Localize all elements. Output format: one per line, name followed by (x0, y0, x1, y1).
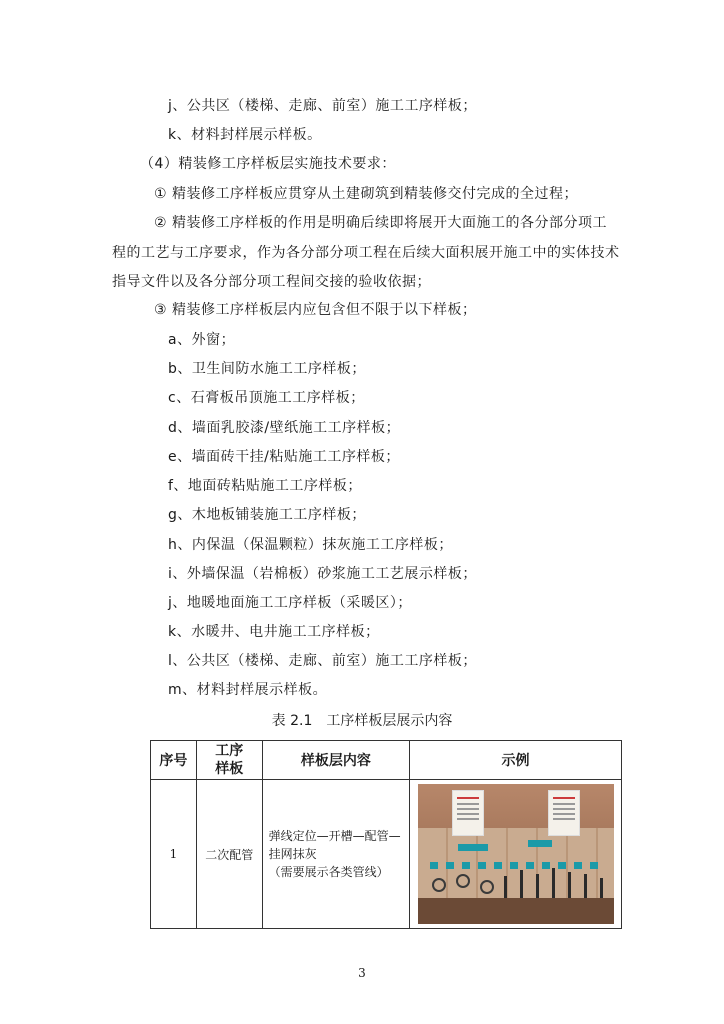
process-table (150, 740, 622, 929)
text-line: j、公共区（楼梯、走廊、前室）施工工序样板； (168, 98, 477, 114)
list-item: h、内保温（保温颗粒）抹灰施工工序样板； (168, 537, 453, 553)
photo-label (558, 862, 566, 869)
list-item: b、卫生间防水施工工序样板； (168, 361, 366, 377)
photo-label (458, 844, 488, 851)
photo-label (478, 862, 486, 869)
table-caption: 表 2.1 工序样板层展示内容 (271, 713, 453, 729)
photo-label (446, 862, 454, 869)
photo-label (494, 862, 502, 869)
photo-label (430, 862, 438, 869)
list-item: l、公共区（楼梯、走廊、前室）施工工序样板； (168, 653, 477, 669)
cell-content (262, 780, 409, 929)
photo-conduit-coil (456, 874, 470, 888)
list-item: e、墙面砖干挂/粘贴施工工序样板； (168, 449, 400, 465)
cell-example (410, 780, 622, 929)
text-line: ① 精装修工序样板应贯穿从土建砌筑到精装修交付完成的全过程； (154, 186, 578, 202)
photo-label (462, 862, 470, 869)
photo-conduit-coil (432, 878, 446, 892)
photo-label (528, 840, 552, 847)
photo-label (526, 862, 534, 869)
photo-conduit-coil (480, 880, 494, 894)
photo-poster (548, 790, 580, 836)
header-no: 序号 (151, 741, 197, 780)
list-item: c、石膏板吊顶施工工序样板； (168, 390, 365, 406)
table-header-row (151, 741, 622, 780)
text-line: ② 精装修工序样板的作用是明确后续即将展开大面施工的各分部分项工 (154, 215, 607, 231)
header-process (196, 741, 262, 780)
list-item: j、地暖地面施工工序样板（采暖区）； (168, 595, 412, 611)
text-line: 程的工艺与工序要求，作为各分部分项工程在后续大面积展开施工中的实体技术 (112, 245, 620, 261)
section-heading: （4）精装修工序样板层实施技术要求： (140, 156, 396, 172)
photo-label (574, 862, 582, 869)
photo-poster (452, 790, 484, 836)
content-line: （需要展示各类管线） (268, 865, 389, 879)
photo-label (590, 862, 598, 869)
table-row (151, 780, 622, 929)
header-content: 样板层内容 (262, 741, 409, 780)
photo-label (542, 862, 550, 869)
list-item: k、水暖井、电井施工工序样板； (168, 624, 380, 640)
cell-process: 二次配管 (196, 780, 262, 929)
list-item: g、木地板铺装施工工序样板； (168, 507, 366, 523)
list-item: f、地面砖粘贴施工工序样板； (168, 478, 362, 494)
example-photo (418, 784, 614, 924)
content-line: 弹线定位—开槽—配管— (268, 829, 401, 843)
photo-label (510, 862, 518, 869)
header-example: 示例 (410, 741, 622, 780)
page-number: 3 (358, 966, 366, 980)
text-line: 指导文件以及各分部分项工程间交接的验收依据； (112, 274, 431, 290)
list-item: m、材料封样展示样板。 (168, 682, 328, 698)
content-line: 挂网抹灰 (268, 847, 317, 861)
photo-floor (418, 898, 614, 924)
list-item: i、外墙保温（岩棉板）砂浆施工工艺展示样板； (168, 566, 477, 582)
list-item: a、外窗； (168, 332, 236, 348)
cell-no: 1 (151, 780, 197, 929)
list-item: d、墙面乳胶漆/壁纸施工工序样板； (168, 420, 401, 436)
header-process-label: 工序样板 (215, 743, 244, 777)
text-line: ③ 精装修工序样板层内应包含但不限于以下样板； (154, 302, 477, 318)
text-line: k、材料封样展示样板。 (168, 127, 322, 143)
